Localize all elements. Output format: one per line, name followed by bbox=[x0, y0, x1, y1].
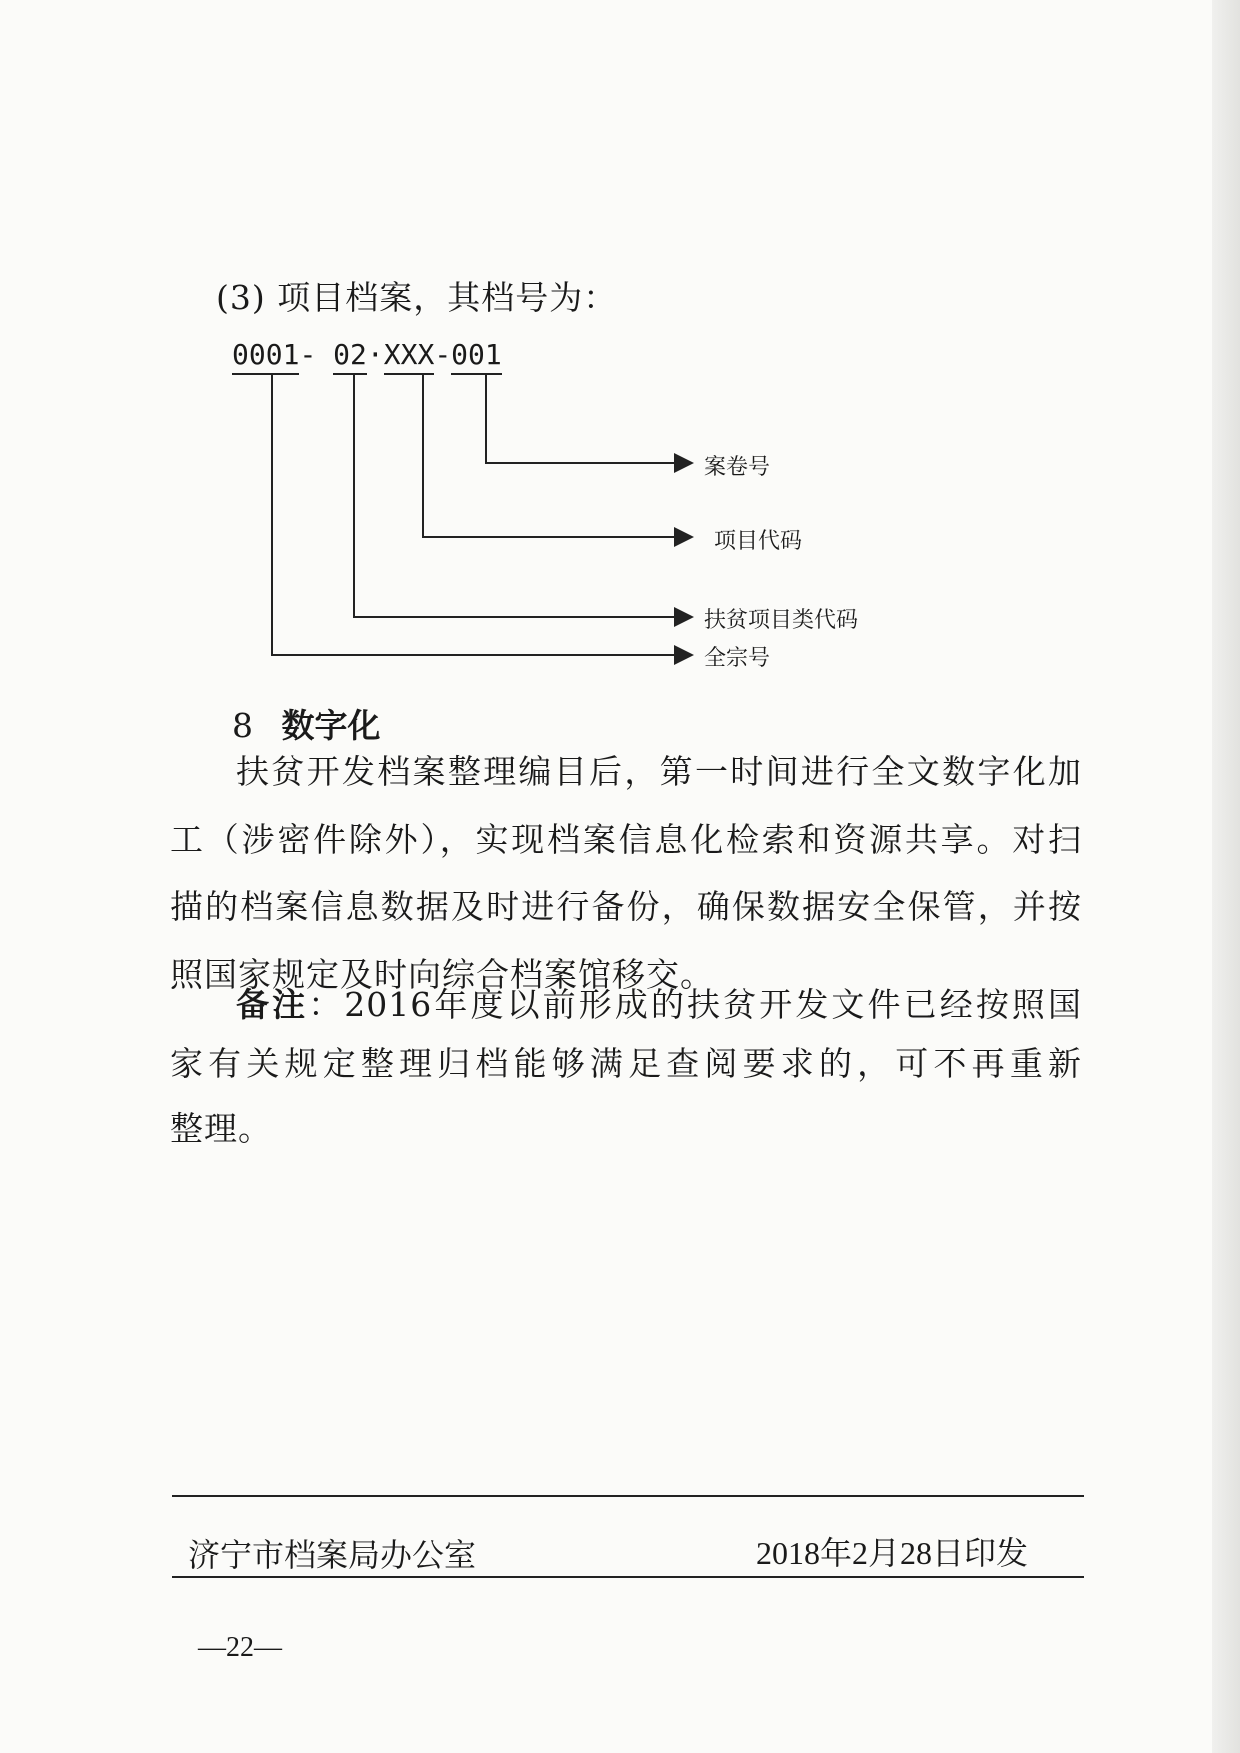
code-separator: · bbox=[366, 338, 384, 371]
note-line-2: 家有关规定整理归档能够满足查阅要求的，可不再重新 bbox=[170, 1044, 1082, 1083]
connector-category bbox=[354, 374, 690, 617]
code-category-segment: 02 bbox=[333, 338, 367, 375]
issue-date: 2018年2月28日印发 bbox=[756, 1535, 1029, 1571]
code-project-segment: XXX bbox=[384, 338, 435, 375]
paragraph-line: 工（涉密件除外），实现档案信息化检索和资源共享。对扫 bbox=[170, 820, 1082, 859]
paragraph-line: 照国家规定及时向综合档案馆移交。 bbox=[170, 955, 714, 994]
section-number: 8 bbox=[232, 706, 253, 745]
footer-top-rule bbox=[172, 1495, 1084, 1497]
page-number: —22— bbox=[198, 1632, 282, 1663]
label-project-code: 项目代码 bbox=[714, 529, 803, 554]
code-separator: - bbox=[434, 338, 452, 371]
note-label: 备注 bbox=[236, 985, 309, 1024]
paragraph-line: 描的档案信息数据及时进行备份，确保数据安全保管，并按 bbox=[170, 887, 1082, 926]
code-volume-segment: 001 bbox=[451, 338, 502, 375]
label-volume-number: 案卷号 bbox=[704, 455, 771, 480]
section-title: 数字化 bbox=[281, 706, 381, 745]
connector-volume bbox=[486, 374, 690, 463]
code-separator: - bbox=[299, 338, 334, 371]
code-fonds-segment: 0001 bbox=[232, 338, 299, 375]
label-fonds-number: 全宗号 bbox=[704, 646, 771, 671]
footer-bottom-rule bbox=[172, 1576, 1084, 1578]
archive-code-diagram bbox=[0, 0, 1240, 700]
note-line-1 bbox=[236, 985, 1082, 1025]
issuing-office: 济宁市档案局办公室 bbox=[188, 1536, 477, 1574]
project-archive-heading: (3) 项目档案，其档号为： bbox=[216, 278, 618, 317]
note-text: ：2016年度以前形成的扶贫开发文件已经按照国 bbox=[308, 985, 1083, 1024]
paragraph-line: 扶贫开发档案整理编目后，第一时间进行全文数字化加 bbox=[236, 752, 1082, 791]
section-heading bbox=[232, 700, 381, 747]
connector-project bbox=[423, 374, 690, 537]
connector-fonds bbox=[272, 374, 690, 655]
note-line-3: 整理。 bbox=[170, 1109, 272, 1148]
label-category-code: 扶贫项目类代码 bbox=[704, 608, 859, 633]
